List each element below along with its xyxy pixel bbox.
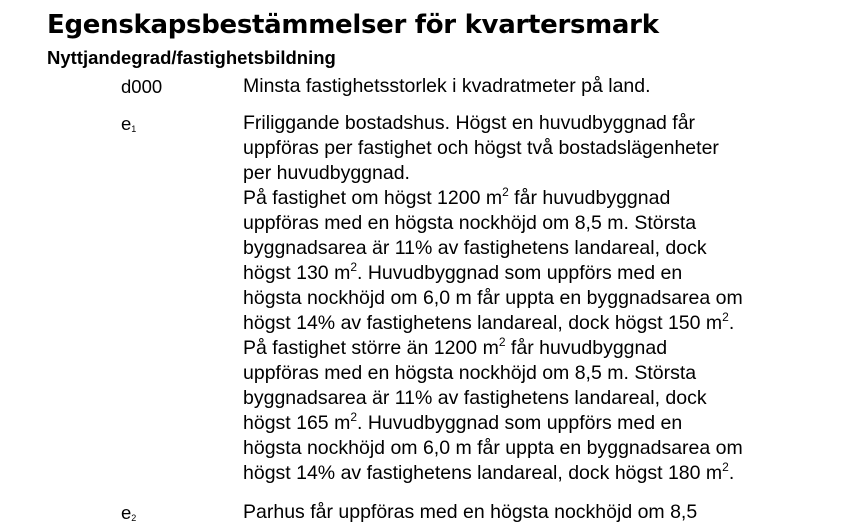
provision-text-line: högst 14% av fastighetens landareal, dock högst 180 $m^2$. — [243, 460, 735, 484]
provision-code: $e_1$ — [121, 113, 137, 134]
provision-text-line: högst 165 $m^2$. Huvudbyggnad som uppförs med en — [243, 410, 683, 434]
provision-text-line: Parhus får uppföras med en högsta nockhöjd om 8,5 — [243, 501, 698, 523]
provision-text-line: På fastighet större än 1200 $m^2$ får huvudbyggnad — [243, 335, 668, 359]
provision-text-line: högsta nockhöjd om 6,0 m får uppta en byggnadsarea om — [243, 287, 743, 309]
provision-text-line: byggnadsarea är 11% av fastighetens landareal, dock — [243, 387, 707, 409]
provision-code: d000 — [121, 76, 163, 97]
provision-text-line: högst 130 $m^2$. Huvudbyggnad som uppförs med en — [243, 260, 683, 284]
provision-text-line: byggnadsarea är 11% av fastighetens landareal, dock — [243, 237, 707, 259]
provision-text-line: uppföras per fastighet och högst två bostadslägenheter — [243, 137, 719, 159]
section-heading: Nyttjandegrad/fastighetsbildning — [47, 47, 336, 68]
page-title: Egenskapsbestämmelser för kvartersmark — [47, 10, 659, 40]
provision-text-line: Friliggande bostadshus. Högst en huvudbyggnad får — [243, 112, 696, 134]
provision-code: $e_2$ — [121, 502, 137, 523]
provision-text-line: Minsta fastighetsstorlek i kvadratmeter på land. — [243, 75, 651, 97]
provision-text-line: per huvudbyggnad. — [243, 162, 410, 184]
provision-text-line: På fastighet om högst 1200 $m^2$ får huvudbyggnad — [243, 185, 671, 209]
provision-text-line: uppföras med en högsta nockhöjd om 8,5 m. Största — [243, 212, 697, 234]
provision-text-line: högsta nockhöjd om 6,0 m får uppta en byggnadsarea om — [243, 437, 743, 459]
provision-text-line: uppföras med en högsta nockhöjd om 8,5 m. Största — [243, 362, 697, 384]
provision-text-line: högst 14% av fastighetens landareal, dock högst 150 $m^2$. — [243, 310, 735, 334]
